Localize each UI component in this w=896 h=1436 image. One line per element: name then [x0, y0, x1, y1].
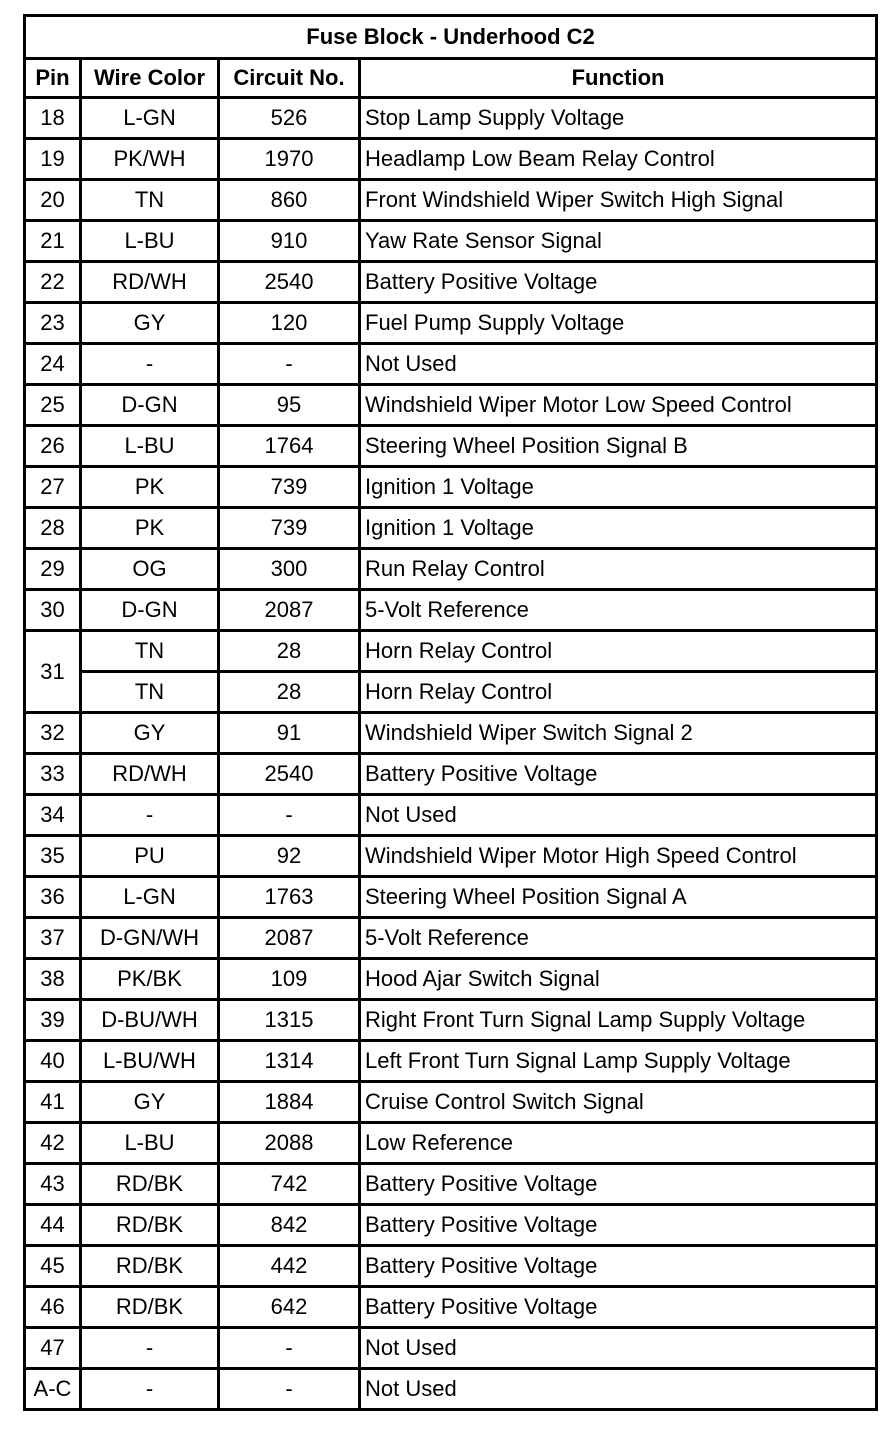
table-row: [25, 1164, 877, 1205]
pin-cell: 34: [25, 795, 81, 836]
function-cell: Stop Lamp Supply Voltage: [360, 98, 877, 139]
circuit-cell: 120: [219, 303, 360, 344]
wire-color-cell: TN: [81, 672, 219, 713]
wire-color-cell: GY: [81, 1082, 219, 1123]
function-cell: Hood Ajar Switch Signal: [360, 959, 877, 1000]
table-row: [25, 877, 877, 918]
function-cell: Ignition 1 Voltage: [360, 508, 877, 549]
pin-cell: 18: [25, 98, 81, 139]
pin-cell: 32: [25, 713, 81, 754]
table-row: [25, 221, 877, 262]
wire-color-cell: PK/WH: [81, 139, 219, 180]
circuit-cell: 2087: [219, 590, 360, 631]
wire-color-cell: -: [81, 795, 219, 836]
wire-color-cell: OG: [81, 549, 219, 590]
wire-color-cell: PK: [81, 508, 219, 549]
table-row: [25, 1287, 877, 1328]
circuit-cell: -: [219, 1369, 360, 1410]
pin-cell: 29: [25, 549, 81, 590]
wire-color-cell: RD/WH: [81, 262, 219, 303]
pin-cell: 45: [25, 1246, 81, 1287]
function-cell: Headlamp Low Beam Relay Control: [360, 139, 877, 180]
pin-cell: 44: [25, 1205, 81, 1246]
pin-cell: 40: [25, 1041, 81, 1082]
circuit-cell: 2540: [219, 754, 360, 795]
function-cell: Windshield Wiper Motor Low Speed Control: [360, 385, 877, 426]
pin-cell: 42: [25, 1123, 81, 1164]
wire-color-cell: RD/BK: [81, 1205, 219, 1246]
function-cell: Horn Relay Control: [360, 631, 877, 672]
wire-color-cell: L-BU: [81, 221, 219, 262]
table-row: [25, 795, 877, 836]
table-row: [25, 508, 877, 549]
pin-cell: 47: [25, 1328, 81, 1369]
circuit-cell: 1970: [219, 139, 360, 180]
table-row: [25, 590, 877, 631]
table-row: [25, 1041, 877, 1082]
function-cell: Horn Relay Control: [360, 672, 877, 713]
table-row: [25, 1205, 877, 1246]
table-row: [25, 98, 877, 139]
circuit-cell: 1314: [219, 1041, 360, 1082]
table-row: [25, 918, 877, 959]
wire-color-cell: -: [81, 1328, 219, 1369]
pin-cell: 37: [25, 918, 81, 959]
table-row: [25, 549, 877, 590]
function-cell: Battery Positive Voltage: [360, 1205, 877, 1246]
table-row: [25, 1123, 877, 1164]
table-row: [25, 1000, 877, 1041]
table-title: Fuse Block - Underhood C2: [25, 16, 877, 59]
pin-cell: 24: [25, 344, 81, 385]
wire-color-cell: TN: [81, 631, 219, 672]
table-row: [25, 754, 877, 795]
circuit-cell: 92: [219, 836, 360, 877]
wire-color-cell: D-GN: [81, 385, 219, 426]
circuit-cell: 739: [219, 508, 360, 549]
function-cell: Battery Positive Voltage: [360, 754, 877, 795]
circuit-cell: 2088: [219, 1123, 360, 1164]
function-cell: Not Used: [360, 344, 877, 385]
circuit-cell: 910: [219, 221, 360, 262]
circuit-cell: 1884: [219, 1082, 360, 1123]
table-row: [25, 631, 877, 672]
pin-cell: 33: [25, 754, 81, 795]
function-cell: Run Relay Control: [360, 549, 877, 590]
function-cell: Ignition 1 Voltage: [360, 467, 877, 508]
pin-cell: 20: [25, 180, 81, 221]
title-row: [25, 16, 877, 59]
function-cell: Battery Positive Voltage: [360, 1164, 877, 1205]
function-cell: Not Used: [360, 795, 877, 836]
pin-cell: A-C: [25, 1369, 81, 1410]
table-row: [25, 1082, 877, 1123]
function-cell: 5-Volt Reference: [360, 590, 877, 631]
function-cell: Steering Wheel Position Signal A: [360, 877, 877, 918]
circuit-cell: 1764: [219, 426, 360, 467]
circuit-cell: 526: [219, 98, 360, 139]
wire-color-cell: -: [81, 1369, 219, 1410]
table-row: [25, 713, 877, 754]
table-row: [25, 303, 877, 344]
wire-color-cell: L-BU: [81, 1123, 219, 1164]
header-row: [25, 59, 877, 98]
wire-color-cell: D-BU/WH: [81, 1000, 219, 1041]
header-circuit-no: Circuit No.: [219, 59, 360, 98]
pin-cell: 46: [25, 1287, 81, 1328]
circuit-cell: 1315: [219, 1000, 360, 1041]
wire-color-cell: L-GN: [81, 98, 219, 139]
function-cell: Left Front Turn Signal Lamp Supply Voltage: [360, 1041, 877, 1082]
table-row: [25, 467, 877, 508]
wire-color-cell: D-GN/WH: [81, 918, 219, 959]
table-row: [25, 1246, 877, 1287]
fuse-block-table: [23, 14, 878, 1411]
circuit-cell: 739: [219, 467, 360, 508]
circuit-cell: 95: [219, 385, 360, 426]
circuit-cell: 2540: [219, 262, 360, 303]
wire-color-cell: RD/BK: [81, 1246, 219, 1287]
pin-cell: 25: [25, 385, 81, 426]
pin-cell: 19: [25, 139, 81, 180]
header-pin: Pin: [25, 59, 81, 98]
wire-color-cell: RD/BK: [81, 1287, 219, 1328]
header-wire-color: Wire Color: [81, 59, 219, 98]
document-page: [23, 14, 878, 1411]
function-cell: Not Used: [360, 1328, 877, 1369]
circuit-cell: 842: [219, 1205, 360, 1246]
table-row: [25, 385, 877, 426]
function-cell: Windshield Wiper Motor High Speed Control: [360, 836, 877, 877]
function-cell: Not Used: [360, 1369, 877, 1410]
pin-cell: 27: [25, 467, 81, 508]
pin-cell: 31: [25, 631, 81, 713]
function-cell: Right Front Turn Signal Lamp Supply Voltage: [360, 1000, 877, 1041]
circuit-cell: 109: [219, 959, 360, 1000]
pin-cell: 26: [25, 426, 81, 467]
pin-cell: 28: [25, 508, 81, 549]
pin-cell: 22: [25, 262, 81, 303]
table-row: [25, 344, 877, 385]
circuit-cell: -: [219, 344, 360, 385]
function-cell: Battery Positive Voltage: [360, 262, 877, 303]
circuit-cell: 742: [219, 1164, 360, 1205]
circuit-cell: -: [219, 795, 360, 836]
pin-cell: 21: [25, 221, 81, 262]
table-row: [25, 672, 877, 713]
header-function: Function: [360, 59, 877, 98]
function-cell: Battery Positive Voltage: [360, 1287, 877, 1328]
wire-color-cell: PU: [81, 836, 219, 877]
pin-cell: 36: [25, 877, 81, 918]
table-row: [25, 1328, 877, 1369]
wire-color-cell: -: [81, 344, 219, 385]
wire-color-cell: RD/WH: [81, 754, 219, 795]
function-cell: Steering Wheel Position Signal B: [360, 426, 877, 467]
table-row: [25, 959, 877, 1000]
table-row: [25, 139, 877, 180]
wire-color-cell: PK/BK: [81, 959, 219, 1000]
table-row: [25, 426, 877, 467]
pin-cell: 30: [25, 590, 81, 631]
table-row: [25, 836, 877, 877]
wire-color-cell: GY: [81, 303, 219, 344]
pin-cell: 35: [25, 836, 81, 877]
wire-color-cell: RD/BK: [81, 1164, 219, 1205]
function-cell: Cruise Control Switch Signal: [360, 1082, 877, 1123]
circuit-cell: 860: [219, 180, 360, 221]
function-cell: Battery Positive Voltage: [360, 1246, 877, 1287]
wire-color-cell: PK: [81, 467, 219, 508]
wire-color-cell: L-GN: [81, 877, 219, 918]
function-cell: 5-Volt Reference: [360, 918, 877, 959]
table-body: [25, 98, 877, 1410]
circuit-cell: -: [219, 1328, 360, 1369]
table-row: [25, 262, 877, 303]
circuit-cell: 28: [219, 672, 360, 713]
circuit-cell: 1763: [219, 877, 360, 918]
pin-cell: 41: [25, 1082, 81, 1123]
wire-color-cell: L-BU: [81, 426, 219, 467]
circuit-cell: 2087: [219, 918, 360, 959]
pin-cell: 43: [25, 1164, 81, 1205]
pin-cell: 23: [25, 303, 81, 344]
circuit-cell: 642: [219, 1287, 360, 1328]
wire-color-cell: GY: [81, 713, 219, 754]
pin-cell: 38: [25, 959, 81, 1000]
wire-color-cell: D-GN: [81, 590, 219, 631]
circuit-cell: 442: [219, 1246, 360, 1287]
function-cell: Fuel Pump Supply Voltage: [360, 303, 877, 344]
table-row: [25, 180, 877, 221]
wire-color-cell: L-BU/WH: [81, 1041, 219, 1082]
circuit-cell: 300: [219, 549, 360, 590]
function-cell: Windshield Wiper Switch Signal 2: [360, 713, 877, 754]
function-cell: Front Windshield Wiper Switch High Signal: [360, 180, 877, 221]
table-row: [25, 1369, 877, 1410]
function-cell: Yaw Rate Sensor Signal: [360, 221, 877, 262]
circuit-cell: 28: [219, 631, 360, 672]
function-cell: Low Reference: [360, 1123, 877, 1164]
circuit-cell: 91: [219, 713, 360, 754]
pin-cell: 39: [25, 1000, 81, 1041]
wire-color-cell: TN: [81, 180, 219, 221]
